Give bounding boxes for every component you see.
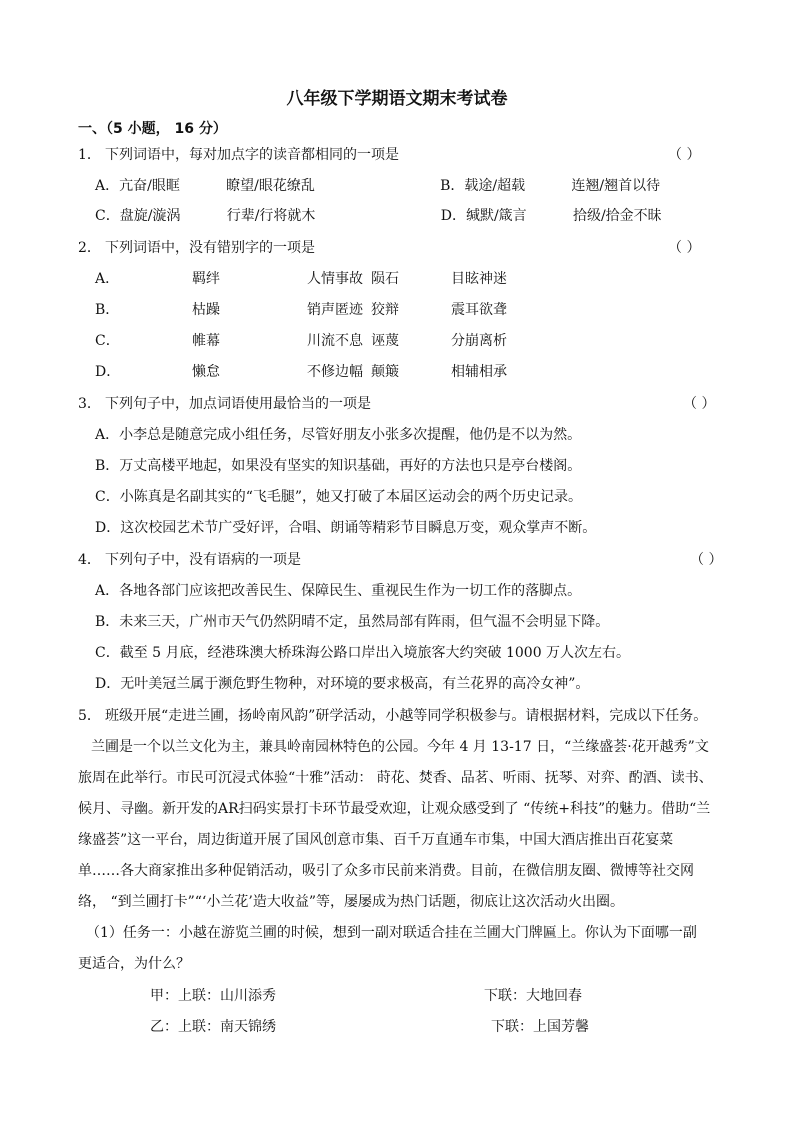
task-prompt: 更适合，为什么？ <box>78 956 190 972</box>
question-stem: 班级开展“走进兰圃，扬岭南风韵”研学活动，小越等同学积极参与。请根据材料，完成以下任务。 <box>105 708 708 724</box>
answer-bracket: （ ） <box>690 552 723 568</box>
question-stem: 下列词语中，没有错别字的一项是 <box>105 240 315 256</box>
task-prompt: （1）任务一：小越在游览兰圃的时候，想到一副对联适合挂在兰圃大门牌匾上。你认为下面哪一副 <box>86 925 697 941</box>
option-word: 狡辩 <box>371 302 399 318</box>
material-paragraph: 缘盛荟”这一平台，周边街道开展了国风创意市集、百千万直通车市集，中国大酒店推出百花宴菜 <box>78 832 674 848</box>
option-row <box>95 177 660 195</box>
option-label: A． <box>95 178 120 194</box>
option-row <box>95 270 507 288</box>
option-word: 载途/超载 <box>464 178 526 194</box>
option-sentence: D．无叶美冠兰属于濒危野生物种，对环境的要求极高，有兰花界的高冷女神”。 <box>95 676 590 692</box>
material-paragraph: 兰圃是一个以兰文化为主，兼具岭南园林特色的公园。今年 4 月 13-17 日，“兰缘盛荟·花开越秀”文 <box>91 739 709 755</box>
option-sentence: C．小陈真是名副其实的“飞毛腿”，她又打破了本届区运动会的两个历史记录。 <box>95 489 583 505</box>
option-word: 拾级/拾金不昧 <box>572 208 662 224</box>
question-1 <box>78 146 399 164</box>
option-word: 帷幕 <box>192 333 220 349</box>
answer-bracket: （ ） <box>668 240 701 256</box>
option-word: 川流不息 <box>307 333 363 349</box>
option-word: 诬蔑 <box>371 333 399 349</box>
option-word: 震耳欲聋 <box>451 302 507 318</box>
option-word: 懒怠 <box>192 364 220 380</box>
option-label: C． <box>95 333 120 349</box>
option-word: 颠簸 <box>371 364 399 380</box>
option-word: 陨石 <box>371 271 399 287</box>
option-label: B． <box>95 302 120 318</box>
option-row <box>95 207 662 225</box>
option-word: 分崩离析 <box>451 333 507 349</box>
option-word: 连翘/翘首以待 <box>571 178 661 194</box>
question-number: 3． <box>78 396 101 412</box>
answer-bracket: （ ） <box>683 396 716 412</box>
question-number: 1． <box>78 147 101 163</box>
answer-bracket: （ ） <box>668 147 701 163</box>
question-number: 5． <box>78 708 101 724</box>
option-label: C． <box>95 208 120 224</box>
option-word: 羁绊 <box>192 271 220 287</box>
option-label: A． <box>95 271 120 287</box>
question-stem: 下列词语中，每对加点字的读音都相同的一项是 <box>105 147 399 163</box>
option-word: 相辅相承 <box>451 364 507 380</box>
option-word: 不修边幅 <box>307 364 363 380</box>
option-sentence: B．万丈高楼平地起，如果没有坚实的知识基础，再好的方法也只是亭台楼阁。 <box>95 458 582 474</box>
option-row <box>95 301 507 319</box>
option-sentence: D．这次校园艺术节广受好评，合唱、朗诵等精彩节目瞬息万变，观众掌声不断。 <box>95 520 597 536</box>
couplet-jia-upper: 甲：上联：山川添秀 <box>150 988 276 1004</box>
material-paragraph: 旅周在此举行。市民可沉浸式体验“十雅”活动： 莳花、焚香、品茗、听雨、抚琴、对弈、酌酒、读书、 <box>78 770 713 786</box>
section-heading: 一、（5 小题， 16 分） <box>78 121 227 137</box>
option-sentence: B．未来三天，广州市天气仍然阴晴不定，虽然局部有阵雨，但气温不会明显下降。 <box>95 614 610 630</box>
option-sentence: A．小李总是随意完成小组任务，尽管好朋友小张多次提醒，他仍是不以为然。 <box>95 427 582 443</box>
question-5 <box>78 707 707 725</box>
option-label: D． <box>440 208 466 224</box>
question-stem: 下列句子中，加点词语使用最恰当的一项是 <box>105 396 371 412</box>
question-stem: 下列句子中，没有语病的一项是 <box>105 552 301 568</box>
option-word: 目眩神迷 <box>451 271 507 287</box>
material-paragraph: 候月、寻幽。新开发的AR扫码实景打卡环节最受欢迎，让观众感受到了 “传统+科技”的魅力。借助“兰 <box>78 801 711 817</box>
question-number: 4． <box>78 552 101 568</box>
option-sentence: A．各地各部门应该把改善民生、保障民生、重视民生作为一切工作的落脚点。 <box>95 583 582 599</box>
option-word: 盘旋/漩涡 <box>119 208 181 224</box>
option-row <box>95 363 507 381</box>
page-title: 八年级下学期语文期末考试卷 <box>286 89 508 109</box>
option-word: 亢奋/眼眶 <box>119 178 180 194</box>
option-label: B． <box>440 178 465 194</box>
question-2 <box>78 239 315 257</box>
option-sentence: C．截至 5 月底，经港珠澳大桥珠海公路口岸出入境旅客大约突破 1000 万人次左右。 <box>95 645 631 661</box>
option-word: 人情事故 <box>307 271 363 287</box>
couplet-yi-upper: 乙：上联：南天锦绣 <box>150 1019 276 1035</box>
material-paragraph: 单……各大商家推出多种促销活动，吸引了众多市民前来消费。目前，在微信朋友圈、微博等社交网 <box>78 863 694 879</box>
option-word: 枯躁 <box>192 302 220 318</box>
question-3 <box>78 395 371 413</box>
couplet-jia-lower: 下联：大地回春 <box>484 988 582 1004</box>
option-word: 缄默/箴言 <box>465 208 527 224</box>
question-number: 2． <box>78 240 101 256</box>
couplet-yi-lower: 下联：上国芳馨 <box>491 1019 589 1035</box>
option-row <box>95 332 507 350</box>
option-label: D． <box>95 364 121 380</box>
option-word: 瞭望/眼花缭乱 <box>226 178 315 194</box>
option-word: 行辈/行将就木 <box>226 208 316 224</box>
material-paragraph: 络， “到兰圃打卡”“‘小兰花’造大收益”等，屡屡成为热门话题，彻底让这次活动火出圈。 <box>78 894 624 910</box>
question-4 <box>78 551 301 569</box>
option-word: 销声匿迹 <box>307 302 363 318</box>
